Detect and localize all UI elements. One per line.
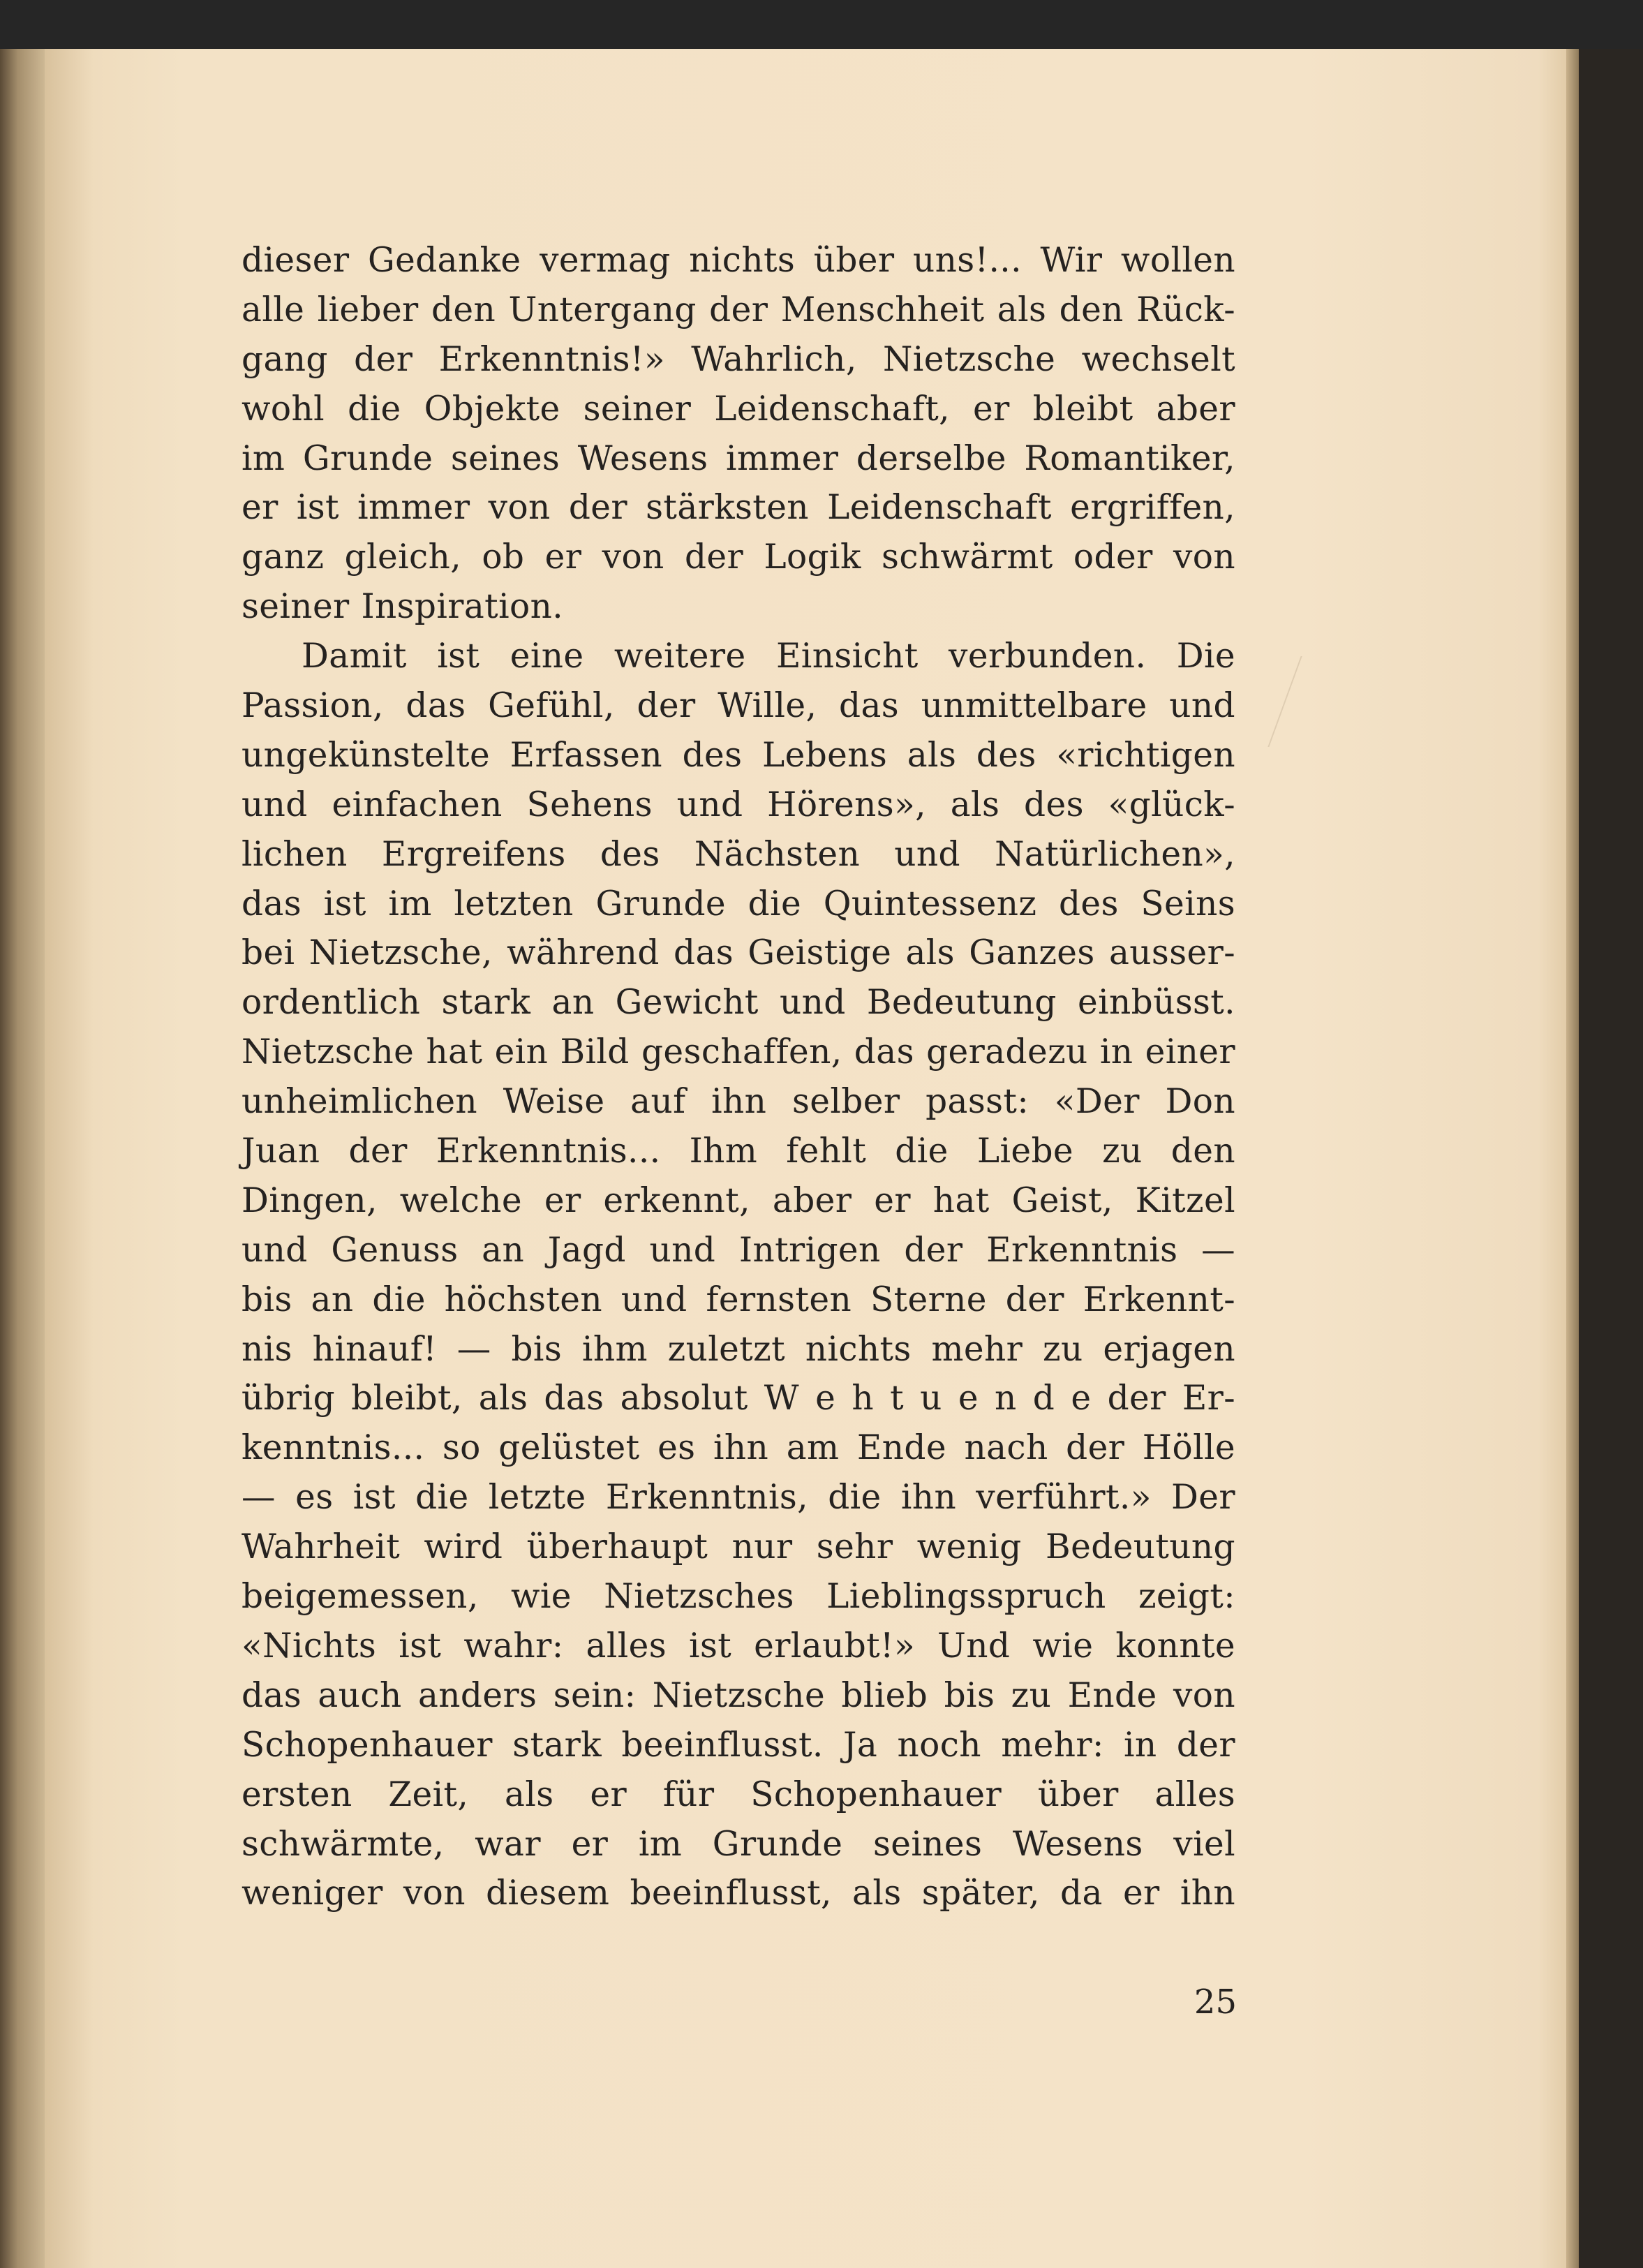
text-line: schwärmte, war er im Grunde seines Wesens viel: [241, 1824, 1235, 1864]
text-line: und einfachen Sehens und Hörens», als des «glück-: [241, 785, 1235, 824]
body-text: [241, 236, 1235, 1918]
text-line: alle lieber den Untergang der Menschheit als den Rück-: [241, 290, 1235, 329]
text-line: bis an die höchsten und fernsten Sterne der Erkennt-: [241, 1280, 1235, 1319]
text-line: ersten Zeit, als er für Schopenhauer über alles: [241, 1774, 1235, 1814]
text-line: kenntnis... so gelüstet es ihn am Ende nach der Hölle: [241, 1428, 1235, 1468]
paragraph-start-line: Damit ist eine weitere Einsicht verbunden. Die: [302, 637, 1235, 676]
text-line: «Nichts ist wahr: alles ist erlaubt!» Und wie konnte: [241, 1626, 1235, 1666]
text-line: lichen Ergreifens des Nächsten und Natürlichen»,: [241, 834, 1235, 874]
text-line: ganz gleich, ob er von der Logik schwärmt oder von: [241, 538, 1235, 577]
text-line: er ist immer von der stärksten Leidenschaft ergriffen,: [241, 488, 1235, 528]
text-line: ungekünstelte Erfassen des Lebens als des «richtigen: [241, 735, 1235, 775]
text-line: beigemessen, wie Nietzsches Lieblingsspruch zeigt:: [241, 1577, 1235, 1617]
text-line: übrig bleibt, als das absolut W e h t u e n d e der Er-: [241, 1379, 1235, 1418]
text-line: — es ist die letzte Erkenntnis, die ihn verführt.» Der: [241, 1478, 1235, 1518]
text-line: seiner Inspiration.: [241, 587, 564, 627]
text-line: im Grunde seines Wesens immer derselbe Romantiker,: [241, 438, 1235, 478]
text-line: das ist im letzten Grunde die Quintessenz des Seins: [241, 884, 1235, 924]
page-right-edge: [1566, 49, 1579, 2268]
text-line: das auch anders sein: Nietzsche blieb bis zu Ende von: [241, 1675, 1235, 1715]
text-line: Passion, das Gefühl, der Wille, das unmittelbare und: [241, 686, 1235, 726]
text-line: und Genuss an Jagd und Intrigen der Erkenntnis —: [241, 1230, 1235, 1270]
text-line: dieser Gedanke vermag nichts über uns!... Wir wollen: [241, 241, 1235, 280]
text-line: Wahrheit wird überhaupt nur sehr wenig Bedeutung: [241, 1527, 1235, 1567]
text-line: Schopenhauer stark beeinflusst. Ja noch mehr: in der: [241, 1725, 1235, 1765]
page-number: 25: [1194, 1982, 1237, 2022]
text-line: bei Nietzsche, während das Geistige als Ganzes ausser-: [241, 933, 1235, 973]
text-line: gang der Erkenntnis!» Wahrlich, Nietzsche wechselt: [241, 339, 1235, 379]
text-line: ordentlich stark an Gewicht und Bedeutung einbüsst.: [241, 983, 1235, 1023]
text-line: wohl die Objekte seiner Leidenschaft, er bleibt aber: [241, 389, 1235, 429]
text-line: Juan der Erkenntnis... Ihm fehlt die Liebe zu den: [241, 1132, 1235, 1171]
text-line: weniger von diesem beeinflusst, als später, da er ihn: [241, 1874, 1235, 1913]
facing-page-edge: [0, 49, 45, 2268]
scan-background: [1579, 49, 1643, 2268]
text-line: Nietzsche hat ein Bild geschaffen, das geradezu in einer: [241, 1032, 1235, 1072]
text-line: nis hinauf! — bis ihm zuletzt nichts mehr zu erjagen: [241, 1329, 1235, 1369]
text-line: unheimlichen Weise auf ihn selber passt: «Der Don: [241, 1082, 1235, 1122]
text-line: Dingen, welche er erkennt, aber er hat Geist, Kitzel: [241, 1180, 1235, 1220]
